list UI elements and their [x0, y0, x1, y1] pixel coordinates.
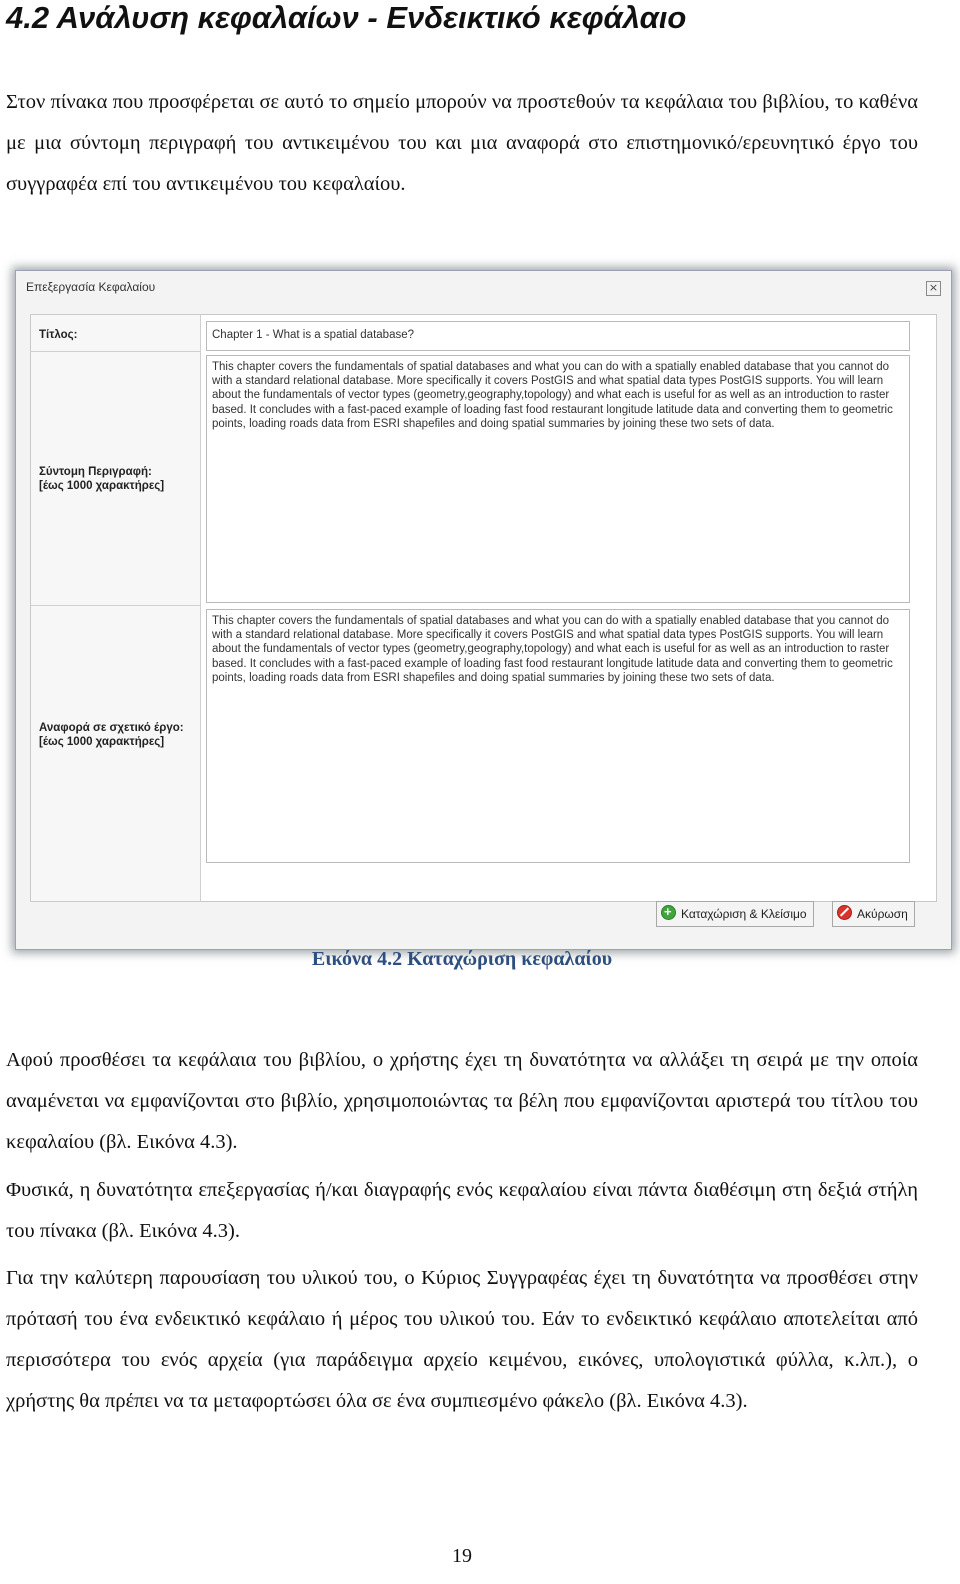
title-label: Τίτλος: [39, 329, 78, 341]
add-circle-icon [661, 905, 676, 920]
label-column [31, 315, 201, 901]
paragraph-reorder: Αφού προσθέσει τα κεφάλαια του βιβλίου, ο χρήστης έχει τη δυνατότητα να αλλάξει τη σειρά με την οποία αναμένεται να εμφανίζονται στο βιβλίο, χρησιμοποιώντας τα βέλη που εμφανίζονται αριστερά του τίτλου του κεφαλαίου (βλ. Εικόνα 4.3). [6, 1049, 918, 1153]
paragraph-sample-chapter: Για την καλύτερη παρουσίαση του υλικού του, ο Κύριος Συγγραφέας έχει τη δυνατότητα να προσθέσει στην πρότασή του ένα ενδεικτικό κεφάλαιο ή μέρος του υλικού του. Εάν το ενδεικτικό κεφάλαιο αποτελείται από περισσότερα του ενός αρχεία (για παράδειγμα αρχείο κειμένου, εικόνες, υπολογιστικά φύλλα, κ.λπ.), ο χρήστης θα πρέπει να τα μεταφορτώσει όλα σε ένα συμπιεσμένο φάκελο (βλ. Εικόνα 4.3). [6, 1267, 918, 1412]
description-textarea[interactable] [206, 355, 910, 603]
cancel-label: Ακύρωση [857, 907, 908, 921]
figure-caption: Εικόνα 4.2 Καταχώριση κεφαλαίου [311, 948, 613, 970]
description-limit-label: [έως 1000 χαρακτήρες] [39, 480, 165, 492]
close-icon[interactable]: × [926, 281, 941, 296]
reference-text: This chapter covers the fundamentals of spatial databases and what you can do with a spatially enabled database that you cannot do with a standard relational database. More specifically it covers PostGIS and what spatial data types PostGIS supports. You will learn about the fundamentals of vector types (geometry,geography,topology) and what each is useful for as well as an introduction to raster based. It concludes with a fast-paced example of loading fast food restaurant longitude latitude data and converting them to geometric points, loading roads data from ESRI shapefiles and doing spatial summaries by joining these two sets of data. [212, 615, 893, 684]
section-heading: 4.2 Ανάλυση κεφαλαίων - Ενδεικτικό κεφάλαιο [6, 0, 687, 35]
cancel-circle-icon [837, 905, 852, 920]
title-input-value: Chapter 1 - What is a spatial database? [212, 329, 415, 341]
page-number: 19 [452, 1545, 472, 1567]
row-divider [31, 351, 200, 352]
dialog-title: Επεξεργασία Κεφαλαίου [26, 280, 156, 294]
intro-paragraph: Στον πίνακα που προσφέρεται σε αυτό το σημείο μπορούν να προστεθούν τα κεφάλαια του βιβλίου, το καθένα με μια σύντομη περιγραφή του αντικειμένου του και μια αναφορά στο επιστημονικό/ερευνητικό έργο του συγγραφέα επί του αντικειμένου του κεφαλαίου. [6, 91, 918, 195]
title-input[interactable] [206, 321, 910, 351]
description-label: Σύντομη Περιγραφή: [39, 466, 152, 478]
paragraph-edit-delete: Φυσικά, η δυνατότητα επεξεργασίας ή/και διαγραφής ενός κεφαλαίου είναι πάντα διαθέσιμη στη δεξιά στήλη του πίνακα (βλ. Εικόνα 4.3). [6, 1179, 918, 1242]
reference-textarea[interactable] [206, 609, 910, 863]
description-text: This chapter covers the fundamentals of spatial databases and what you can do with a spatially enabled database that you cannot do with a standard relational database. More specifically it covers PostGIS and what spatial data types PostGIS supports. You will learn about the fundamentals of vector types (geometry,geography,topology) and what each is useful for as well as an introduction to raster based. It concludes with a fast-paced example of loading fast food restaurant longitude latitude data and converting them to geometric points, loading roads data from ESRI shapefiles and doing spatial summaries by joining these two sets of data. [212, 361, 893, 430]
cancel-button[interactable] [832, 901, 915, 927]
row-divider [31, 605, 200, 606]
reference-limit-label: [έως 1000 χαρακτήρες] [39, 736, 165, 748]
save-close-label: Καταχώριση & Κλείσιμο [681, 907, 807, 921]
chapter-form [30, 314, 937, 902]
reference-label: Αναφορά σε σχετικό έργο: [39, 722, 184, 734]
save-close-button[interactable] [656, 901, 814, 927]
chapter-edit-dialog [15, 270, 952, 950]
